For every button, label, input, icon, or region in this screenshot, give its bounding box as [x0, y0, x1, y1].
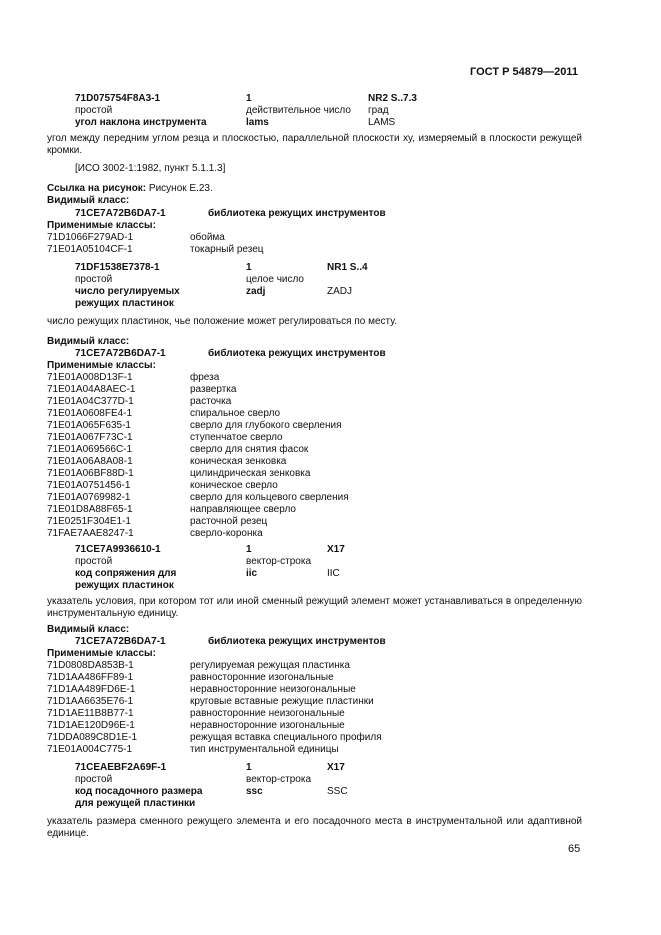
applicable-class-code: 71E01A0608FE4-1	[47, 408, 133, 419]
applicable-class-code: 71E01A008D13F-1	[47, 372, 133, 383]
property-short-upper: SSC	[327, 786, 348, 797]
property-code: X17	[327, 762, 345, 773]
applicable-class-row	[47, 384, 567, 396]
applicable-class-row	[47, 444, 567, 456]
property-name-line1: число регулируемых	[75, 286, 180, 297]
applicable-class-code: 71E01A0751456-1	[47, 480, 131, 491]
property-num: 1	[246, 544, 252, 555]
property-kind: простой	[75, 556, 113, 567]
applicable-class-row	[47, 684, 567, 696]
applicable-classes-label: Применимые классы:	[47, 220, 156, 231]
property-unit: град	[368, 105, 389, 116]
applicable-class-code: 71E01A004C775-1	[47, 744, 133, 755]
property-short: zadj	[246, 286, 266, 297]
applicable-class-name: неравносторонние изогональные	[190, 720, 345, 731]
applicable-class-code: 71E01D8A88F65-1	[47, 504, 133, 515]
document-header: ГОСТ Р 54879—2011	[470, 66, 578, 78]
applicable-class-name: обойма	[190, 232, 225, 243]
applicable-class-row	[47, 660, 567, 672]
property-code: NR2 S..7.3	[368, 93, 417, 104]
property-id: 71D075754F8A3-1	[75, 93, 161, 104]
applicable-classes-label: Применимые классы:	[47, 360, 156, 371]
applicable-class-name: круговые вставные режущие пластинки	[190, 696, 374, 707]
applicable-class-code: 71FAE7AAE8247-1	[47, 528, 134, 539]
applicable-classes-label: Применимые классы:	[47, 648, 156, 659]
property-id: 71CE7A9936610-1	[75, 544, 161, 555]
applicable-class-name: направляющее сверло	[190, 504, 296, 515]
figure-reference-value: Рисунок Е.23.	[148, 183, 213, 194]
applicable-class-row	[47, 732, 567, 744]
applicable-class-name: сверло для снятия фасок	[190, 444, 309, 455]
property-code: NR1 S..4	[327, 262, 368, 273]
property-short: iic	[246, 568, 258, 579]
applicable-class-code: 71D1AA486FF89-1	[47, 672, 134, 683]
applicable-class-row	[47, 480, 567, 492]
applicable-class-code: 71D1066F279AD-1	[47, 232, 134, 243]
visible-class-name: библиотека режущих инструментов	[208, 636, 386, 647]
property-num: 1	[246, 762, 252, 773]
applicable-class-name: токарный резец	[190, 244, 264, 255]
applicable-class-name: сверло для кольцевого сверления	[190, 492, 349, 503]
property-name-line2: режущих пластинок	[75, 298, 174, 309]
applicable-class-row	[47, 396, 567, 408]
applicable-class-name: ступенчатое сверло	[190, 432, 283, 443]
property-type: вектор-строка	[246, 774, 312, 785]
property-short-upper: IIC	[327, 568, 340, 579]
applicable-class-name: коническая зенковка	[190, 456, 287, 467]
property-name-line2: для режущей пластинки	[75, 798, 196, 809]
property-short-upper: LAMS	[368, 117, 396, 128]
applicable-class-row	[47, 744, 567, 756]
property-description: указатель условия, при котором тот или иной сменный режущий элемент может устанавливаться в определенную инструментальную единицу.	[47, 596, 582, 619]
applicable-class-row	[47, 232, 567, 244]
property-name-line1: код посадочного размера	[75, 786, 203, 797]
visible-class-id: 71CE7A72B6DA7-1	[75, 348, 166, 359]
applicable-class-code: 71E01A067F73C-1	[47, 432, 133, 443]
applicable-class-code: 71E01A06A8A08-1	[47, 456, 133, 467]
applicable-class-code: 71D1AE11B8B77-1	[47, 708, 134, 719]
applicable-class-row	[47, 504, 567, 516]
figure-reference	[47, 183, 213, 195]
applicable-class-code: 71E01A06BF88D-1	[47, 468, 134, 479]
applicable-class-name: режущая вставка специального профиля	[190, 732, 382, 743]
visible-class-name: библиотека режущих инструментов	[208, 208, 386, 219]
property-description: число режущих пластинок, чье положение может регулироваться по месту.	[47, 316, 397, 327]
applicable-class-name: спиральное сверло	[190, 408, 281, 419]
applicable-class-name: неравносторонние неизогональные	[190, 684, 356, 695]
applicable-class-code: 71DDA089C8D1E-1	[47, 732, 138, 743]
property-kind: простой	[75, 774, 113, 785]
applicable-class-name: цилиндрическая зенковка	[190, 468, 311, 479]
property-id: 71CEAEBF2A69F-1	[75, 762, 167, 773]
applicable-class-name: равносторонние неизогональные	[190, 708, 345, 719]
property-name: угол наклона инструмента	[75, 117, 207, 128]
applicable-class-name: сверло-коронка	[190, 528, 263, 539]
applicable-class-code: 71D1AE120D96E-1	[47, 720, 135, 731]
applicable-class-name: сверло для глубокого сверления	[190, 420, 342, 431]
applicable-class-name: расточной резец	[190, 516, 268, 527]
applicable-class-code: 71E0251F304E1-1	[47, 516, 131, 527]
applicable-class-code: 71E01A04A8AEC-1	[47, 384, 136, 395]
applicable-class-code: 71E01A05104CF-1	[47, 244, 133, 255]
applicable-class-row	[47, 408, 567, 420]
visible-class-id: 71CE7A72B6DA7-1	[75, 208, 166, 219]
property-kind: простой	[75, 105, 113, 116]
applicable-class-row	[47, 528, 567, 540]
applicable-class-code: 71D1AA6635E76-1	[47, 696, 134, 707]
visible-class-id: 71CE7A72B6DA7-1	[75, 636, 166, 647]
property-num: 1	[246, 93, 252, 104]
applicable-class-row	[47, 420, 567, 432]
applicable-class-row	[47, 432, 567, 444]
property-short: lams	[246, 117, 269, 128]
applicable-class-code: 71E01A04C377D-1	[47, 396, 134, 407]
applicable-class-name: расточка	[190, 396, 232, 407]
property-description: указатель размера сменного режущего элемента и его посадочного места в инструментальной или адаптивной единице.	[47, 816, 582, 839]
applicable-class-code: 71E01A065F635-1	[47, 420, 131, 431]
property-name-line1: код сопряжения для	[75, 568, 177, 579]
visible-class-label: Видимый класс:	[47, 336, 130, 347]
property-code: X17	[327, 544, 345, 555]
property-short: ssc	[246, 786, 263, 797]
property-short-upper: ZADJ	[327, 286, 352, 297]
applicable-class-row	[47, 492, 567, 504]
applicable-class-row	[47, 516, 567, 528]
applicable-class-row	[47, 720, 567, 732]
applicable-class-name: развертка	[190, 384, 237, 395]
applicable-class-row	[47, 372, 567, 384]
property-type: вектор-строка	[246, 556, 312, 567]
property-type: целое число	[246, 274, 304, 285]
applicable-class-code: 71D1AA489FD6E-1	[47, 684, 136, 695]
visible-class-label: Видимый класс:	[47, 195, 130, 206]
applicable-class-code: 71E01A069566C-1	[47, 444, 133, 455]
property-id: 71DF1538E7378-1	[75, 262, 160, 273]
applicable-class-name: тип инструментальной единицы	[190, 744, 339, 755]
applicable-class-code: 71D0808DA853B-1	[47, 660, 134, 671]
applicable-class-name: равносторонние изогональные	[190, 672, 334, 683]
applicable-class-name: коническое сверло	[190, 480, 278, 491]
applicable-class-row	[47, 468, 567, 480]
property-description: угол между передним углом резца и плоскостью, параллельной плоскости xy, измеряемый в плоскости режущей кромки.	[47, 133, 582, 156]
visible-class-label: Видимый класс:	[47, 624, 130, 635]
applicable-class-row	[47, 696, 567, 708]
visible-class-name: библиотека режущих инструментов	[208, 348, 386, 359]
property-name-line2: режущих пластинок	[75, 580, 174, 591]
applicable-class-row	[47, 672, 567, 684]
applicable-class-row	[47, 244, 567, 256]
figure-reference-label: Ссылка на рисунок:	[47, 183, 147, 194]
applicable-class-code: 71E01A0769982-1	[47, 492, 131, 503]
applicable-class-row	[47, 708, 567, 720]
property-type: действительное число	[246, 105, 351, 116]
iso-reference: [ИСО 3002-1:1982, пункт 5.1.1.3]	[75, 163, 226, 174]
property-num: 1	[246, 262, 252, 273]
property-kind: простой	[75, 274, 113, 285]
applicable-class-name: фреза	[190, 372, 220, 383]
page-number: 65	[568, 843, 581, 855]
applicable-class-name: регулируемая режущая пластинка	[190, 660, 350, 671]
applicable-class-row	[47, 456, 567, 468]
